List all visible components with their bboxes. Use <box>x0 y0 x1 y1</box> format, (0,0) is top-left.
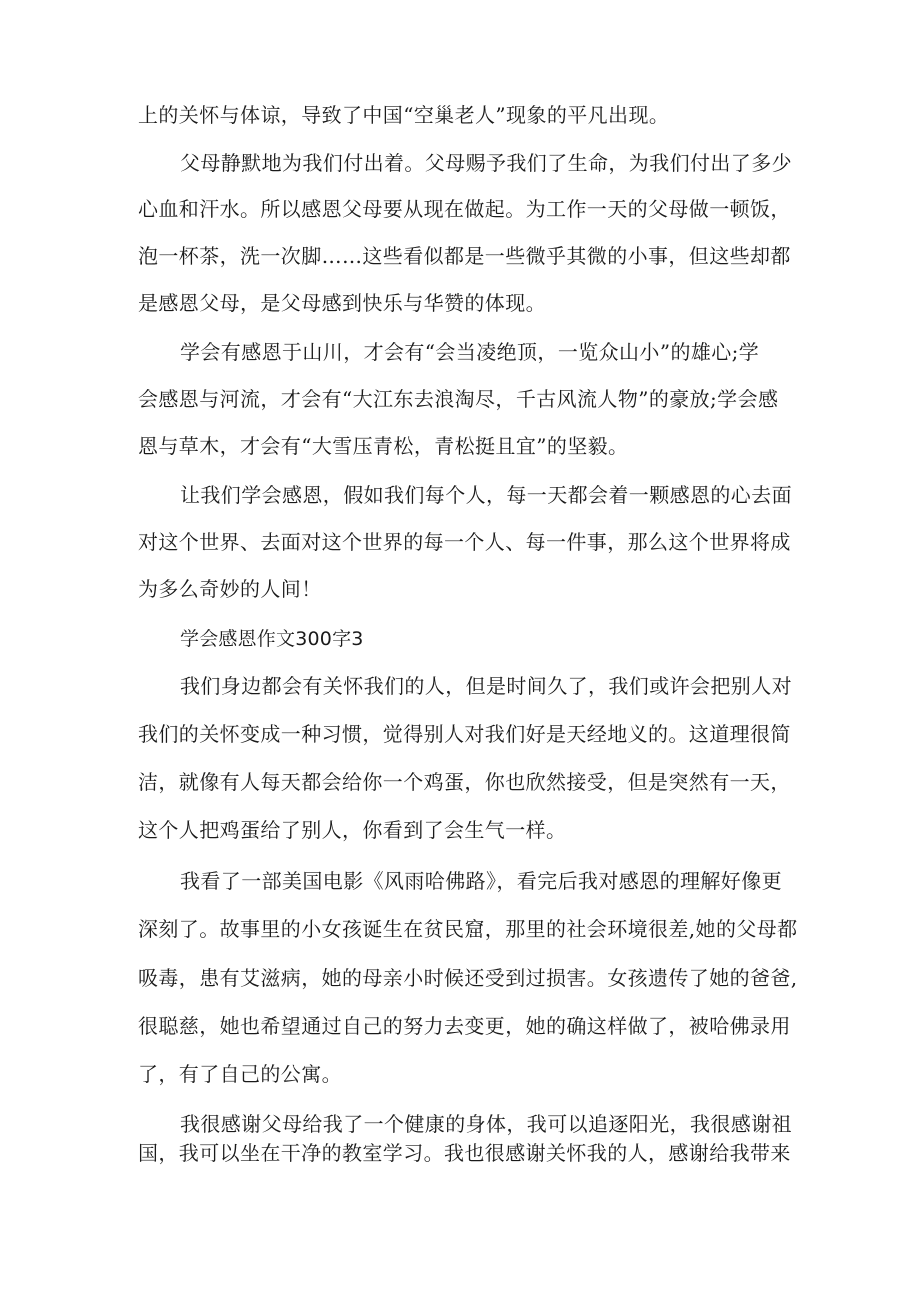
paragraph-line: 洁，就像有人每天都会给你一个鸡蛋，你也欣然接受，但是突然有一天， <box>138 770 791 794</box>
paragraph-line: 为多么奇妙的人间！ <box>138 577 322 601</box>
paragraph-line: 国，我可以坐在干净的教室学习。我也很感谢关怀我的人，感谢给我带来 <box>138 1141 791 1165</box>
paragraph-line: 心血和汗水。所以感恩父母要从现在做起。为工作一天的父母做一顿饭， <box>138 197 791 221</box>
paragraph-line: 会感恩与河流，才会有“大江东去浪淘尽，千古风流人物”的豪放;学会感 <box>138 387 779 411</box>
paragraph-line: 父母静默地为我们付出着。父母赐予我们了生命，为我们付出了多少 <box>180 151 792 175</box>
paragraph-line: 恩与草木，才会有“大雪压青松，青松挺且宜”的坚毅。 <box>138 434 629 458</box>
paragraph-line: 是感恩父母，是父母感到快乐与华赞的体现。 <box>138 291 546 315</box>
paragraph-line: 让我们学会感恩，假如我们每个人，每一天都会着一颗感恩的心去面 <box>180 483 792 507</box>
paragraph-line: 我看了一部美国电影《风雨哈佛路》，看完后我对感恩的理解好像更 <box>180 869 782 893</box>
paragraph-line: 我很感谢父母给我了一个健康的身体，我可以追逐阳光，我很感谢祖 <box>180 1112 792 1136</box>
paragraph-line: 泡一杯茶，洗一次脚……这些看似都是一些微乎其微的小事，但这些却都 <box>138 244 791 268</box>
paragraph-line: 对这个世界、去面对这个世界的每一个人、每一件事，那么这个世界将成 <box>138 530 791 554</box>
paragraph-line: 很聪慈，她也希望通过自己的努力去变更，她的确这样做了，被哈佛录用 <box>138 1014 791 1038</box>
paragraph-line: 了，有了自己的公寓。 <box>138 1062 342 1086</box>
paragraph-line: 学会有感恩于山川，才会有“会当凌绝顶，一览众山小”的雄心;学 <box>180 340 760 364</box>
paragraph-line: 我们的关怀变成一种习惯，觉得别人对我们好是天经地义的。这道理很简 <box>138 722 791 746</box>
section-heading: 学会感恩作文300字3 <box>180 628 364 650</box>
paragraph-line: 这个人把鸡蛋给了别人，你看到了会生气一样。 <box>138 818 567 842</box>
paragraph-line: 上的关怀与体谅，导致了中国“空巢老人”现象的平凡出现。 <box>138 103 670 127</box>
paragraph-line: 深刻了。故事里的小女孩诞生在贫民窟，那里的社会环境很差,她的父母都 <box>138 917 798 941</box>
paragraph-line: 吸毒，患有艾滋病，她的母亲小时候还受到过损害。女孩遗传了她的爸爸, <box>138 966 798 990</box>
paragraph-line: 我们身边都会有关怀我们的人，但是时间久了，我们或许会把别人对 <box>180 674 792 698</box>
